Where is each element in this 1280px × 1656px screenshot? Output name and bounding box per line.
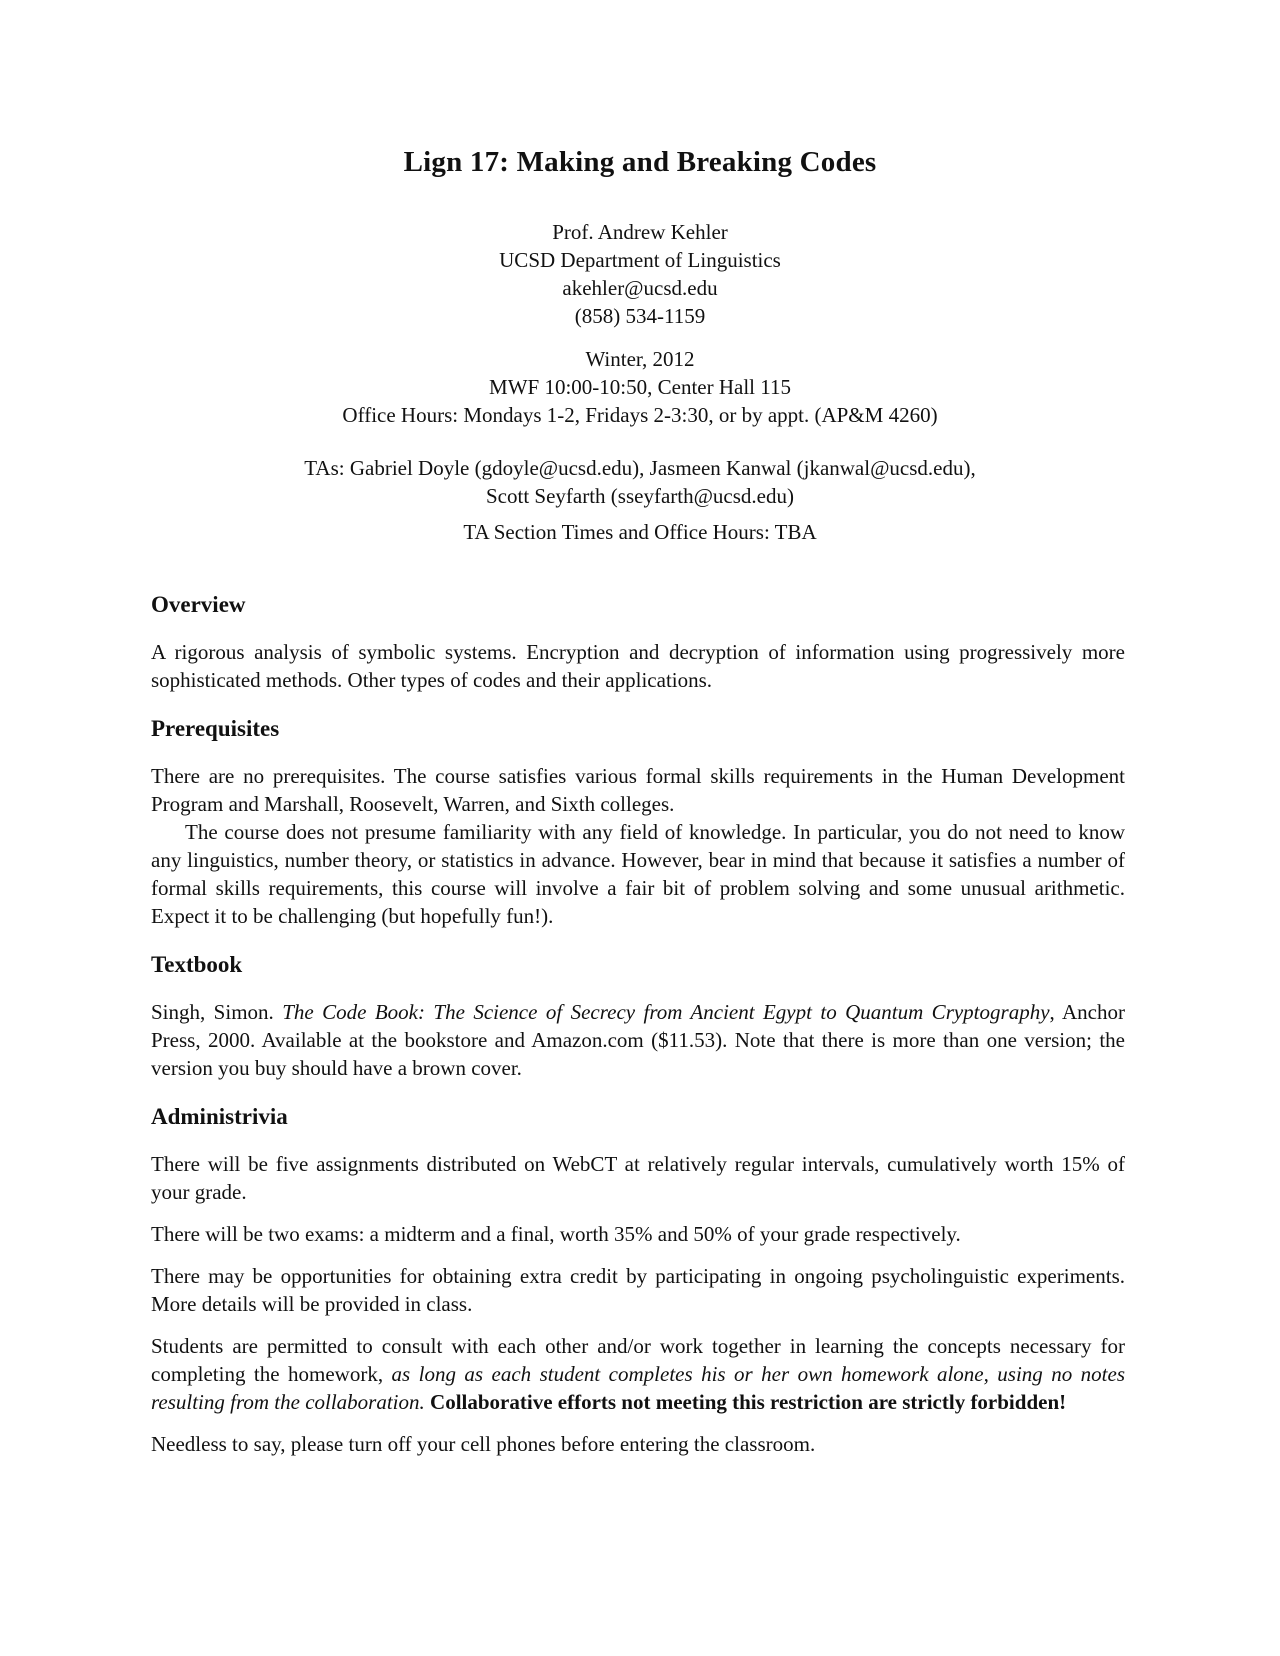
instructor-info bbox=[0, 218, 1280, 330]
assignments-text: There will be five assignments distributed on WebCT at relatively regular intervals, cumulatively worth 15% of your grade. bbox=[151, 1152, 1125, 1204]
ta-list-line-1: TAs: Gabriel Doyle (gdoyle@ucsd.edu), Jasmeen Kanwal (jkanwal@ucsd.edu), bbox=[304, 456, 976, 480]
textbook-citation bbox=[151, 998, 1125, 1082]
prerequisites-heading: Prerequisites bbox=[151, 716, 280, 741]
meeting-time: MWF 10:00-10:50, Center Hall 115 bbox=[489, 375, 791, 399]
instructor-name: Prof. Andrew Kehler bbox=[552, 220, 728, 244]
cell-phones-text: Needless to say, please turn off your cell phones before entering the classroom. bbox=[151, 1432, 816, 1456]
prerequisites-para-1: There are no prerequisites. The course satisfies various formal skills requirements in the Human Development Program and Marshall, Roosevelt, Warren, and Sixth colleges. bbox=[151, 764, 1125, 816]
textbook-heading: Textbook bbox=[151, 952, 243, 977]
exams-text: There will be two exams: a midterm and a final, worth 35% and 50% of your grade respectively. bbox=[151, 1222, 961, 1246]
instructor-email: akehler@ucsd.edu bbox=[562, 276, 718, 300]
ta-section-times: TA Section Times and Office Hours: TBA bbox=[463, 520, 817, 544]
collaboration-bold: Collaborative efforts not meeting this restriction are strictly forbidden! bbox=[430, 1390, 1067, 1414]
textbook-author: Singh, Simon. bbox=[151, 1000, 274, 1024]
instructor-phone: (858) 534-1159 bbox=[574, 304, 706, 328]
office-hours: Office Hours: Mondays 1-2, Fridays 2-3:30, or by appt. (AP&M 4260) bbox=[342, 403, 938, 427]
instructor-department: UCSD Department of Linguistics bbox=[499, 248, 781, 272]
ta-info bbox=[0, 454, 1280, 510]
collaboration-italic: as long as each student completes his or her own homework alone, using no notes resulting from the collaboration. bbox=[151, 1362, 1125, 1414]
ta-list-line-2: Scott Seyfarth (sseyfarth@ucsd.edu) bbox=[485, 484, 794, 508]
term: Winter, 2012 bbox=[585, 347, 695, 371]
collaboration-policy bbox=[151, 1332, 1125, 1416]
overview-heading: Overview bbox=[151, 592, 246, 617]
syllabus-body bbox=[151, 590, 1125, 1458]
textbook-details: , Anchor Press, 2000. Available at the bookstore and Amazon.com ($11.53). Note that there is more than one version; the version you buy should have a brown cover. bbox=[151, 1000, 1125, 1080]
schedule-info bbox=[0, 345, 1280, 429]
collaboration-plain: Students are permitted to consult with each other and/or work together in learning the concepts necessary for completing the homework, bbox=[151, 1334, 1125, 1386]
course-title: Lign 17: Making and Breaking Codes bbox=[403, 146, 877, 178]
overview-text: A rigorous analysis of symbolic systems. Encryption and decryption of information using progressively more sophisticated methods. Other types of codes and their applications. bbox=[151, 640, 1125, 692]
textbook-title: The Code Book: The Science of Secrecy from Ancient Egypt to Quantum Cryptography bbox=[282, 1000, 1050, 1024]
extra-credit-text: There may be opportunities for obtaining extra credit by participating in ongoing psycholinguistic experiments. More details will be provided in class. bbox=[151, 1264, 1125, 1316]
administrivia-heading: Administrivia bbox=[151, 1104, 288, 1129]
prerequisites-para-2: The course does not presume familiarity with any field of knowledge. In particular, you do not need to know any linguistics, number theory, or statistics in advance. However, bear in mind that because it satisfies a number of formal skills requirements, this course will involve a fair bit of problem solving and some unusual arithmetic. Expect it to be challenging (but hopefully fun!). bbox=[151, 820, 1125, 928]
